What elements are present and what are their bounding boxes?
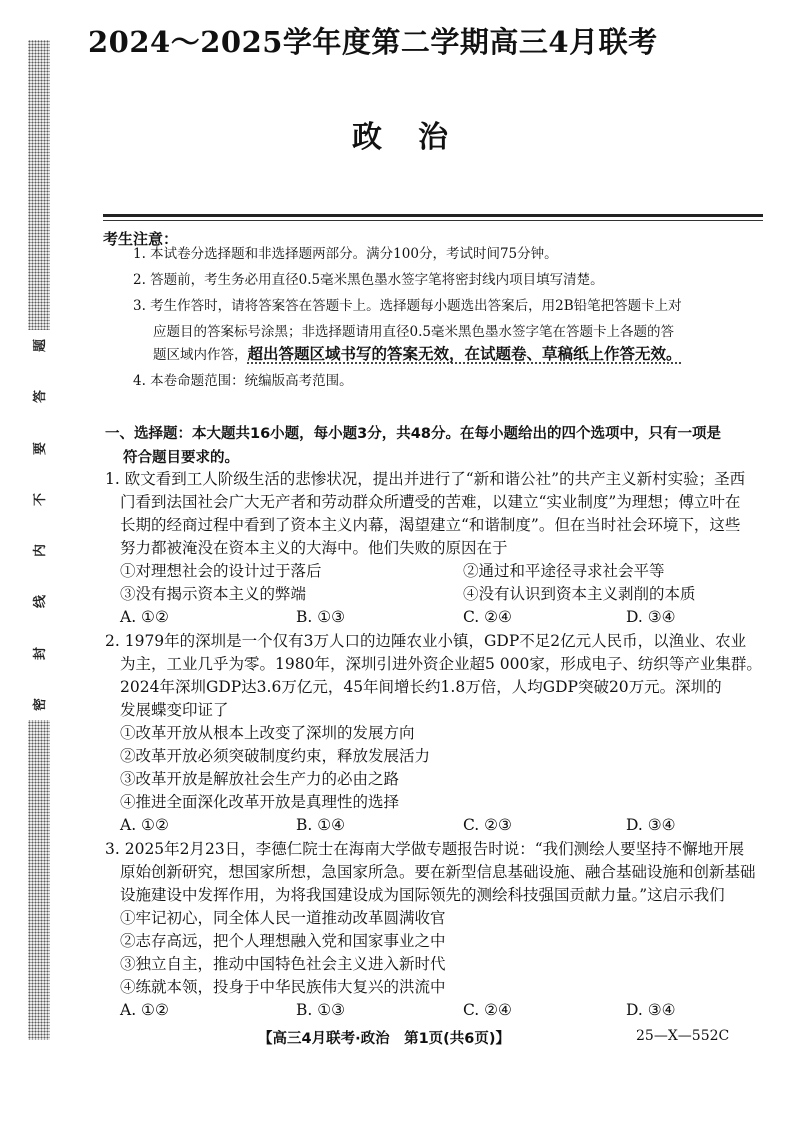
binding-char: 密: [33, 697, 49, 711]
question-2-stem: 发展蝶变印证了: [120, 701, 229, 719]
question-1-option: B. ①③: [296, 608, 346, 626]
paper-code: 25—X—552C: [636, 1028, 730, 1044]
question-2-statement: ②改革开放必须突破制度约束，释放发展活力: [120, 747, 431, 765]
question-3-statement: ④练就本领，投身于中华民族伟大复兴的洪流中: [120, 978, 446, 996]
question-3-option: A. ①②: [120, 1001, 169, 1019]
question-3-option: D. ③④: [626, 1001, 676, 1019]
binding-char: 不: [33, 492, 49, 506]
header-divider-thin: [103, 220, 763, 221]
exam-title: 2024～2025学年度第二学期高三4月联考: [88, 25, 658, 59]
binding-warning: [28, 330, 50, 720]
question-1-statement: ①对理想社会的设计过于落后: [120, 562, 322, 580]
question-1-statement: ④没有认识到资本主义剥削的本质: [463, 585, 696, 603]
question-3-statement: ①牢记初心，同全体人民一道推动改革圆满收官: [120, 909, 446, 927]
notice-item-cont: [153, 344, 682, 365]
question-2-statement: ③改革开放是解放社会生产力的必由之路: [120, 770, 400, 788]
question-3-option: C. ②④: [463, 1001, 512, 1019]
question-1-stem: 门看到法国社会广大无产者和劳动群众所遭受的苦难，以建立“实业制度”为理想；傅立叶在: [120, 493, 741, 511]
question-2-stem: 2. 1979年的深圳是一个仅有3万人口的边陲农业小镇，GDP不足2亿元人民币，以渔业、农业: [105, 632, 747, 650]
section-heading-line: 一、选择题：本大题共16小题，每小题3分，共48分。在每小题给出的四个选项中，只有一项是: [105, 426, 721, 442]
notice-item: 1. 本试卷分选择题和非选择题两部分。满分100分，考试时间75分钟。: [133, 246, 558, 262]
header-divider: [103, 214, 763, 217]
page-footer: 【高三4月联考·政治 第1页(共6页)】: [258, 1031, 511, 1047]
question-2-stem: 2024年深圳GDP达3.6万亿元，45年间增长约1.8万倍，人均GDP突破20万元。深圳的: [120, 678, 722, 696]
question-3-option: B. ①③: [296, 1001, 346, 1019]
question-2-option: C. ②③: [463, 816, 512, 834]
question-1-option: D. ③④: [626, 608, 676, 626]
section-heading: [105, 422, 765, 470]
question-3-stem: 设施建设中发挥作用，为将我国建设成为国际领先的测绘科技强国贡献力量。”这启示我们: [120, 886, 725, 904]
binding-char: 线: [33, 595, 49, 609]
question-2-statement: ①改革开放从根本上改变了深圳的发展方向: [120, 724, 415, 742]
question-1-statement: ③没有揭示资本主义的弊端: [120, 585, 307, 603]
notice-item: 4. 本卷命题范围：统编版高考范围。: [133, 373, 353, 389]
subject-title: 政治: [352, 120, 484, 155]
question-2-option: D. ③④: [626, 816, 676, 834]
question-2-option: B. ①④: [296, 816, 346, 834]
notice-item-cont: 应题目的答案标号涂黑；非选择题请用直径0.5毫米黑色墨水签字笔在答题卡上各题的答: [153, 324, 674, 340]
question-3-statement: ③独立自主，推动中国特色社会主义进入新时代: [120, 955, 446, 973]
question-2-statement: ④推进全面深化改革开放是真理性的选择: [120, 793, 400, 811]
question-3-statement: ②志存高远，把个人理想融入党和国家事业之中: [120, 932, 446, 950]
question-2-stem: 为主，工业几乎为零。1980年，深圳引进外资企业超5 000家，形成电子、纺织等产业集群。: [120, 655, 762, 673]
question-3-stem: 原始创新研究，想国家所想，急国家所急。要在新型信息基础设施、融合基础设施和创新基础: [120, 863, 756, 881]
notice-title: 考生注意：: [103, 230, 179, 248]
binding-char: 要: [33, 441, 49, 455]
binding-char: 题: [33, 338, 49, 353]
question-1-option: A. ①②: [120, 608, 169, 626]
question-1-stem: 长期的经商过程中看到了资本主义内幕，渴望建立“和谐制度”。但在当时社会环境下，这些: [120, 516, 741, 534]
binding-char: 封: [33, 646, 49, 660]
question-1-statement: ②通过和平途径寻求社会平等: [463, 562, 665, 580]
question-1-stem: 努力都被淹没在资本主义的大海中。他们失败的原因在于: [120, 539, 508, 557]
binding-char: 答: [33, 390, 49, 404]
notice-text: 题区域内作答，: [153, 347, 248, 363]
notice-emphasis: 超出答题区域书写的答案无效，在试题卷、草稿纸上作答无效。: [247, 345, 682, 363]
binding-char: 内: [33, 544, 49, 558]
question-2-option: A. ①②: [120, 816, 169, 834]
notice-item: 3. 考生作答时，请将答案答在答题卡上。选择题每小题选出答案后，用2B铅笔把答题卡上对: [133, 298, 682, 314]
section-heading-line: 符合题目要求的。: [123, 450, 239, 466]
question-1-option: C. ②④: [463, 608, 512, 626]
question-1-stem: 1. 欧文看到工人阶级生活的悲惨状况，提出并进行了“新和谐公社”的共产主义新村实验；圣西: [105, 470, 746, 488]
question-3-stem: 3. 2025年2月23日，李德仁院士在海南大学做专题报告时说：“我们测绘人要坚持不懈地开展: [105, 840, 745, 858]
notice-item: 2. 答题前，考生务必用直径0.5毫米黑色墨水签字笔将密封线内项目填写清楚。: [133, 272, 604, 288]
